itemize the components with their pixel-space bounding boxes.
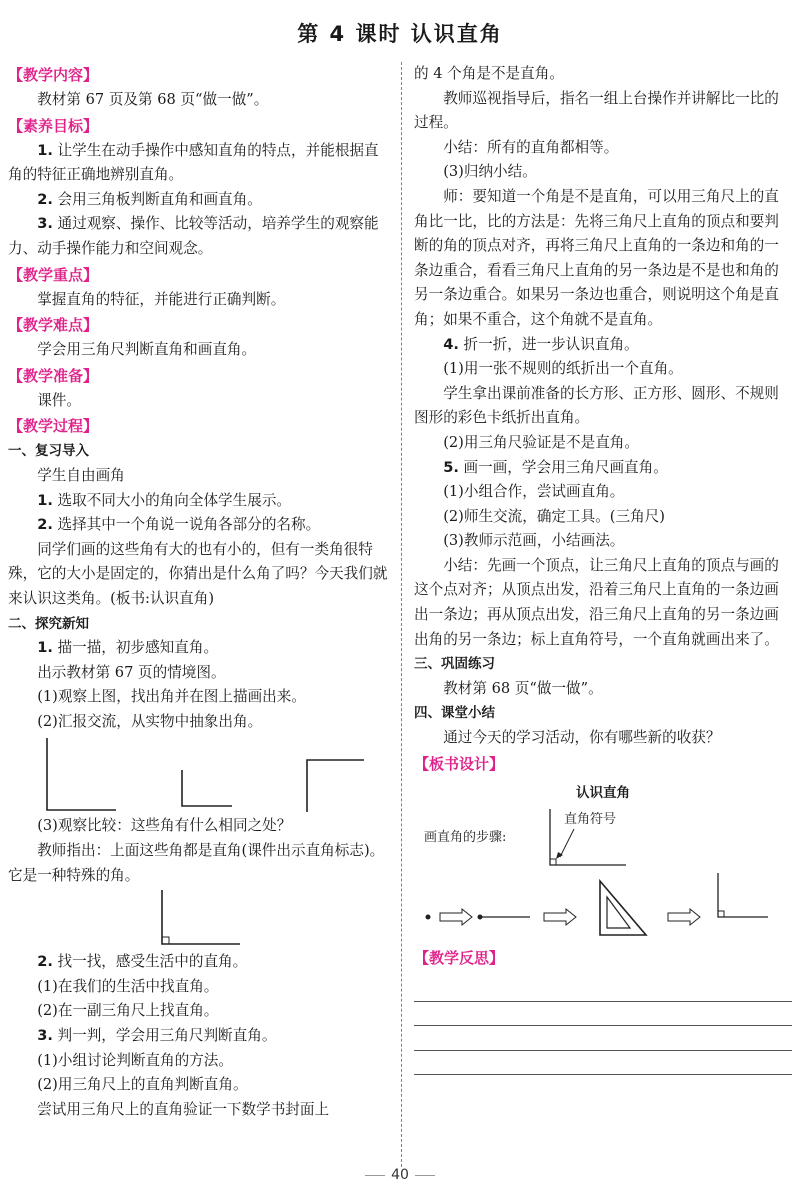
board-title: 认识直角 — [576, 784, 630, 801]
reflection-line — [414, 1002, 792, 1027]
r14: 小结：先画一个顶点，让三角尺上直角的顶点与画的这个点对齐；从顶点出发，沿着三角尺上直角的一条边画出一条边；再从顶点出发，沿三角尺上直角的另一条边画出角的另一条边；标上直角符号，一个直角就画出来了。 — [414, 556, 779, 648]
right-angle-figure — [8, 888, 393, 950]
section-1-title: 一、复习导入 — [8, 443, 89, 460]
r12: (2)师生交流，确定工具。(三角尺) — [443, 507, 665, 525]
heading-goals: 【素养目标】 — [8, 116, 99, 135]
heading-difficulty: 【教学难点】 — [8, 316, 99, 335]
r11: (1)小组合作，尝试画直角。 — [443, 483, 625, 501]
section-3-title: 三、巩固练习 — [414, 656, 495, 673]
step-point — [426, 915, 431, 920]
reflection-line — [414, 1051, 792, 1076]
reflection-lines — [414, 977, 792, 1075]
s2-3a: (1)小组讨论判断直角的方法。 — [37, 1051, 233, 1069]
key-text: 掌握直角的特征，并能进行正确判断。 — [37, 290, 286, 308]
goal-2: 2. 会用三角板判断直角和画直角。 — [37, 190, 262, 208]
s2-2b: (2)在一副三角尺上找直角。 — [37, 1002, 219, 1020]
step-right-angle — [718, 873, 768, 917]
board-symbol-label: 直角符号 — [564, 812, 617, 828]
reflection-line — [414, 977, 792, 1002]
r2: 教师巡视指导后，指名一组上台操作并讲解比一比的过程。 — [414, 89, 779, 132]
s1-d: 同学们画的这些角有大的也有小的，但有一类角很特殊，它的大小是固定的，你猜出是什么角了吗？今天我们就来认识这类角。(板书:认识直角) — [8, 540, 388, 607]
angle-2 — [182, 770, 232, 806]
heading-reflection: 【教学反思】 — [414, 949, 505, 968]
right-column — [414, 62, 792, 1075]
goal-3: 3. 通过观察、操作、比较等活动，培养学生的观察能力、动手操作能力和空间观念。 — [8, 215, 379, 257]
r6: 4. 折一折，进一步认识直角。 — [443, 335, 639, 353]
s2-1c: (2)汇报交流，从实物中抽象出角。 — [37, 712, 263, 730]
s4-a: 通过今天的学习活动，你有哪些新的收获？ — [443, 729, 721, 747]
s2-3c: 尝试用三角尺上的直角验证一下数学书封面上 — [37, 1100, 330, 1118]
right-angle-mark — [162, 937, 169, 944]
r7: (1)用一张不规则的纸折出一个直角。 — [443, 360, 683, 378]
angle-3 — [307, 760, 364, 812]
reflection-line — [414, 1026, 792, 1051]
board-design-figure — [414, 805, 792, 945]
s2-3b: (2)用三角尺上的直角判断直角。 — [37, 1076, 248, 1094]
heading-process: 【教学过程】 — [8, 417, 99, 436]
r1: 的 4 个角是不是直角。 — [414, 65, 564, 82]
left-column — [8, 62, 393, 1122]
r5: 师：要知道一个角是不是直角，可以用三角尺上的直角比一比，比的方法是：先将三角尺上直角的顶点和要判断的角的顶点对齐，再将三角尺上直角的一条边和角的一条边重合，看看三角尺上直角的另一条边是不是也和角的另一条边重合。如果另一条边也重合，则说明这个角是直角；如果不重合，这个角就不是直角。 — [414, 187, 779, 328]
s1-a: 学生自由画角 — [37, 466, 125, 484]
s2-3: 3. 判一判，学会用三角尺判断直角。 — [37, 1027, 277, 1045]
r13: (3)教师示范画，小结画法。 — [443, 532, 625, 550]
difficulty-text: 学会用三角尺判断直角和画直角。 — [37, 341, 257, 359]
s2-1e: 教师指出：上面这些角都是直角(课件出示直角标志)。它是一种特殊的角。 — [8, 842, 385, 884]
column-divider — [401, 62, 402, 1167]
step-arrow-1 — [440, 909, 472, 925]
step-arrow-3 — [668, 909, 700, 925]
heading-content: 【教学内容】 — [8, 66, 99, 84]
heading-key: 【教学重点】 — [8, 265, 99, 284]
s2-2a: (1)在我们的生活中找直角。 — [37, 977, 219, 995]
board-steps-label: 画直角的步骤: — [424, 830, 507, 846]
s2-2: 2. 找一找，感受生活中的直角。 — [37, 953, 248, 971]
step-arrow-2 — [544, 909, 576, 925]
r9: (2)用三角尺验证是不是直角。 — [443, 433, 639, 451]
r3: 小结：所有的直角都相等。 — [443, 138, 619, 156]
page-number: 40 — [0, 1167, 800, 1183]
s2-1a: 出示教材第 67 页的情境图。 — [37, 663, 226, 681]
r4: (3)归纳小结。 — [443, 163, 537, 181]
s2-1d: (3)观察比较：这些角有什么相同之处？ — [37, 817, 292, 835]
angles-figure — [8, 734, 393, 814]
section-4-title: 四、课堂小结 — [414, 705, 495, 722]
s2-1b: (1)观察上图，找出角并在图上描画出来。 — [37, 688, 306, 706]
r10: 5. 画一画，学会用三角尺画直角。 — [443, 458, 668, 476]
prep-text: 课件。 — [37, 391, 81, 409]
s1-c: 2. 选择其中一个角说一说角各部分的名称。 — [37, 516, 321, 534]
heading-prep: 【教学准备】 — [8, 366, 99, 385]
angle-1 — [47, 738, 116, 810]
heading-board: 【板书设计】 — [414, 754, 505, 773]
s1-b: 1. 选取不同大小的角向全体学生展示。 — [37, 491, 292, 509]
content-text: 教材第 67 页及第 68 页“做一做”。 — [37, 91, 269, 108]
r8: 学生拿出课前准备的长方形、正方形、圆形、不规则图形的彩色卡纸折出直角。 — [414, 384, 779, 427]
s3-a: 教材第 68 页“做一做”。 — [443, 679, 603, 697]
lesson-title: 第 4 课时 认识直角 — [297, 22, 503, 46]
section-2-title: 二、探究新知 — [8, 615, 89, 632]
s2-1: 1. 描一描，初步感知直角。 — [37, 639, 219, 657]
goal-1: 1. 让学生在动手操作中感知直角的特点，并能根据直角的特征正确地辨别直角。 — [8, 141, 379, 184]
